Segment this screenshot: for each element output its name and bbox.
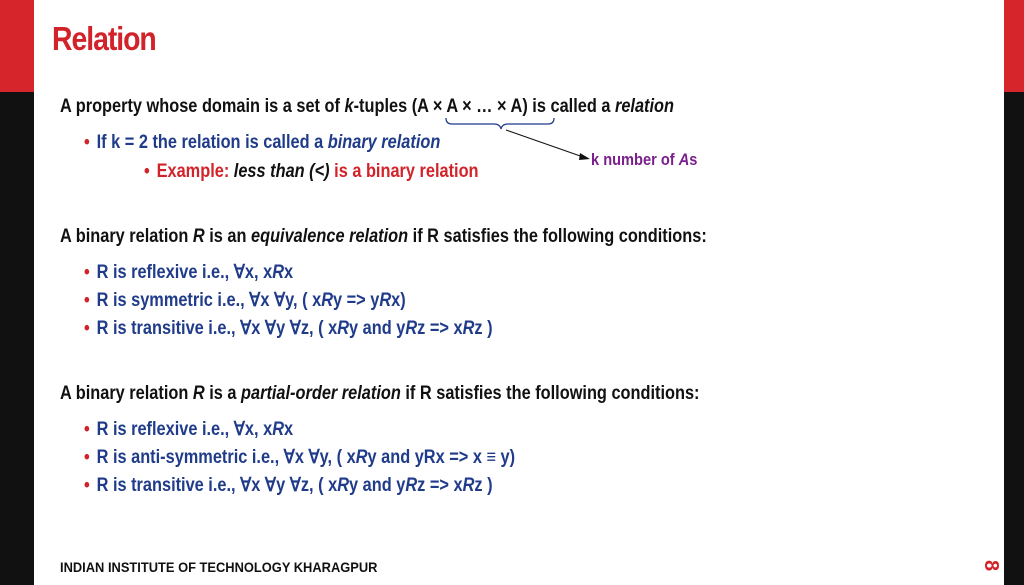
eq-item-text: R is symmetric i.e., ∀x ∀y, ( x <box>96 290 322 311</box>
po-heading-R: R <box>192 383 205 404</box>
bullet-dot: • <box>84 290 90 311</box>
partial-order-heading <box>60 383 700 405</box>
po-item-text: y and y <box>349 475 406 496</box>
intro-k: k <box>344 96 354 117</box>
eq-item-text: x <box>284 262 294 283</box>
po-item-R: R <box>355 447 368 468</box>
eq-item-transitive <box>84 317 493 340</box>
bullet-binary-term: binary relation <box>327 132 441 153</box>
eq-item-text: y => y <box>333 290 380 311</box>
eq-item-R: R <box>337 318 350 339</box>
bullet-binary <box>84 132 440 154</box>
eq-item-text: y and y <box>349 318 406 339</box>
po-item-text: R is anti-symmetric i.e., ∀x ∀y, ( x <box>96 447 356 468</box>
equivalence-heading <box>60 226 707 248</box>
eq-heading-text-3: if R satisfies the following conditions: <box>408 226 707 247</box>
annotation-arrow-head <box>579 153 590 160</box>
example-term: less than (<) <box>233 161 330 182</box>
eq-heading-R: R <box>192 226 205 247</box>
po-item-R: R <box>337 475 350 496</box>
bullet-dot: • <box>84 447 90 468</box>
po-item-reflexive <box>84 418 293 441</box>
bullet-binary-text: If k = 2 the relation is called a <box>96 132 328 153</box>
po-item-text: R is transitive i.e., ∀x ∀y ∀z, ( x <box>96 475 338 496</box>
po-heading-term: partial-order relation <box>241 383 401 404</box>
eq-item-reflexive <box>84 261 293 284</box>
bullet-dot: • <box>144 161 150 182</box>
eq-heading-text-2: is an <box>204 226 252 247</box>
po-item-text: z ) <box>474 475 493 496</box>
eq-item-R: R <box>379 290 392 311</box>
eq-item-R: R <box>462 318 475 339</box>
eq-item-text: z ) <box>474 318 493 339</box>
k-number-label <box>591 150 697 170</box>
intro-tuple: A × A × … × A <box>417 96 523 117</box>
underbrace <box>446 118 554 129</box>
footer-institute: INDIAN INSTITUTE OF TECHNOLOGY KHARAGPUR <box>60 559 378 575</box>
po-item-antisymmetric <box>84 446 515 469</box>
po-item-R: R <box>405 475 418 496</box>
intro-text-2: -tuples ( <box>353 96 418 117</box>
k-label-suffix: s <box>689 150 698 169</box>
eq-item-text: x) <box>391 290 406 311</box>
k-label-text: k number of <box>591 150 679 169</box>
bullet-dot: • <box>84 262 90 283</box>
intro-text-3: ) is called a <box>522 96 615 117</box>
eq-item-symmetric <box>84 289 406 312</box>
po-item-text: y and yRx => x ≡ y) <box>367 447 516 468</box>
po-item-text: R is reflexive i.e., ∀x, x <box>96 419 273 440</box>
eq-item-text: z => x <box>417 318 463 339</box>
slide-title: Relation <box>52 20 156 57</box>
intro-relation-term: relation <box>614 96 674 117</box>
bullet-dot: • <box>84 132 90 153</box>
eq-heading-text-1: A binary relation <box>60 226 193 247</box>
po-item-R: R <box>272 419 285 440</box>
intro-text-1: A property whose domain is a set of <box>60 96 345 117</box>
bullet-dot: • <box>84 318 90 339</box>
k-label-A: A <box>678 150 690 169</box>
page-number: 8 <box>979 559 1002 572</box>
po-heading-text-3: if R satisfies the following conditions: <box>400 383 700 404</box>
po-heading-text-2: is a <box>204 383 242 404</box>
eq-item-R: R <box>321 290 334 311</box>
bullet-dot: • <box>84 475 90 496</box>
eq-item-R: R <box>405 318 418 339</box>
po-item-text: x <box>284 419 294 440</box>
eq-item-R: R <box>272 262 285 283</box>
eq-item-text: R is transitive i.e., ∀x ∀y ∀z, ( x <box>96 318 338 339</box>
po-heading-text-1: A binary relation <box>60 383 193 404</box>
po-item-R: R <box>462 475 475 496</box>
example-label: Example: <box>156 161 234 182</box>
po-item-text: z => x <box>417 475 463 496</box>
example-text: is a binary relation <box>329 161 479 182</box>
eq-item-text: R is reflexive i.e., ∀x, x <box>96 262 273 283</box>
annotation-arrow-line <box>506 130 586 158</box>
eq-heading-term: equivalence relation <box>251 226 409 247</box>
bullet-dot: • <box>84 419 90 440</box>
bullet-example <box>144 161 479 183</box>
po-item-transitive <box>84 474 493 497</box>
